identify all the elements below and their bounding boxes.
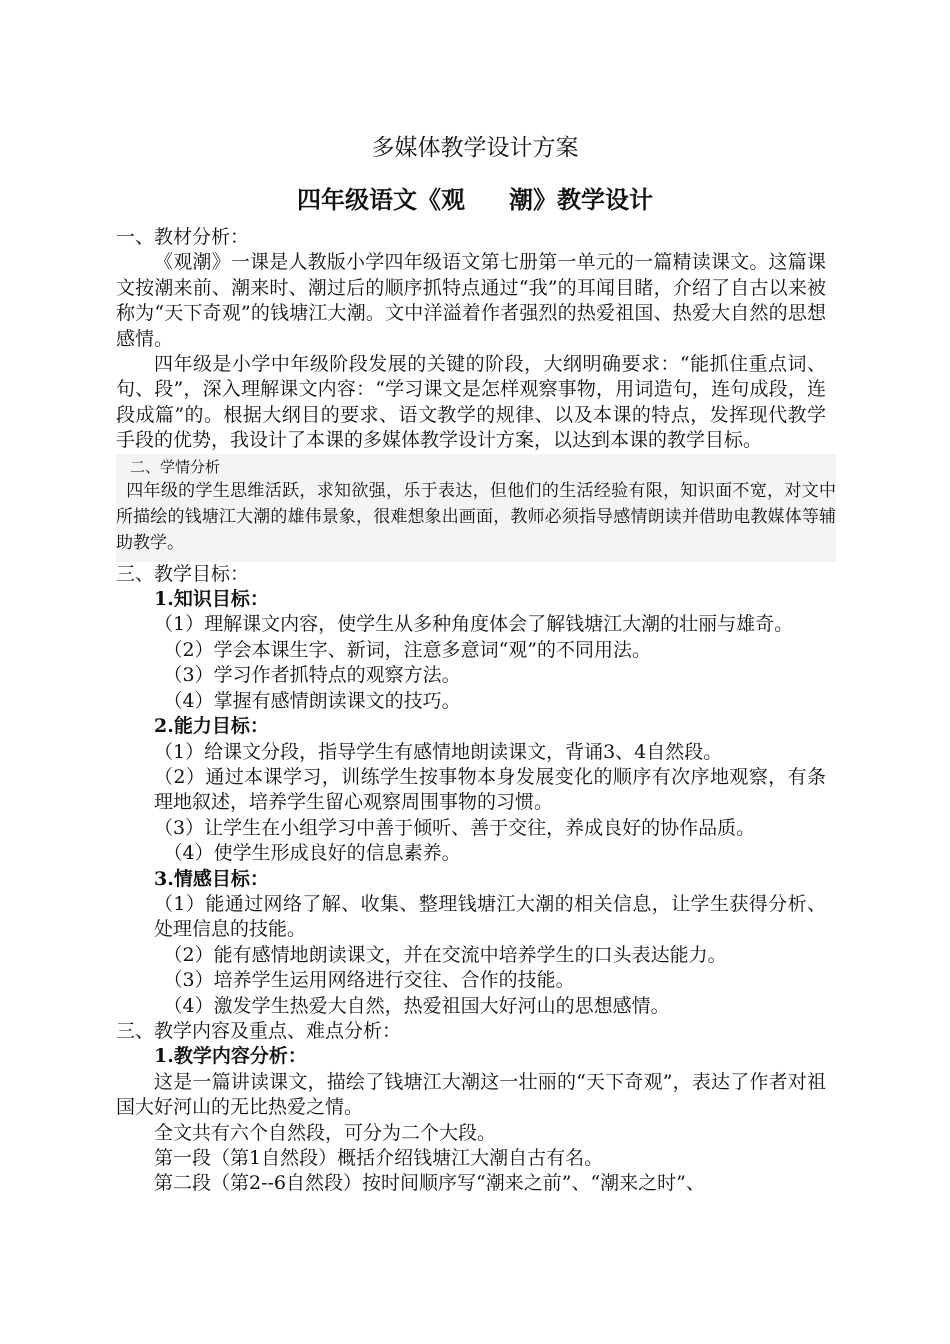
list-item: （2）能有感情地朗读课文，并在交流中培养学生的口头表达能力。 bbox=[163, 943, 727, 966]
list-item: （3）培养学生运用网络进行交往、合作的技能。 bbox=[163, 969, 575, 992]
section-heading-materials: 一、教材分析： bbox=[116, 226, 250, 248]
paragraph: 《观潮》一课是人教版小学四年级语文第七册第一单元的一篇精读课文。这篇课文按潮来前、潮来时、潮过后的顺序抓特点通过“我”的耳闻目睹，介绍了自古以来被称为“天下奇观”的钱塘江大潮。文中洋溢着作者强烈的热爱祖国、热爱大自然的思想感情。 bbox=[116, 251, 826, 350]
list-item: （3）学习作者抓特点的观察方法。 bbox=[163, 664, 461, 687]
subheading-content-analysis: 1.教学内容分析： bbox=[154, 1045, 307, 1068]
section-heading-content: 三、教学内容及重点、难点分析： bbox=[116, 1019, 402, 1042]
lesson-title-left: 四年级语文《观 bbox=[297, 185, 465, 214]
list-item: （3）让学生在小组学习中善于倾听、善于交往，养成良好的协作品质。 bbox=[154, 816, 756, 839]
paragraph: 第一段（第1自然段）概括介绍钱塘江大潮自古有名。 bbox=[154, 1147, 604, 1169]
paragraph: 这是一篇讲读课文，描绘了钱塘江大潮这一壮丽的“天下奇观”，表达了作者对祖国大好河山的无比热爱之情。 bbox=[116, 1070, 826, 1119]
subheading-ability-goals: 2.能力目标： bbox=[154, 715, 269, 738]
subheading-knowledge-goals: 1.知识目标： bbox=[154, 588, 269, 611]
learner-analysis-block bbox=[116, 454, 836, 562]
paragraph: 四年级的学生思维活跃，求知欲强，乐于表达，但他们的生活经验有限，知识面不宽，对文中所描绘的钱塘江大潮的雄伟景象，很难想象出画面，教师必须指导感情朗读并借助电教媒体等辅助教学。 bbox=[116, 480, 836, 553]
subheading-emotion-goals: 3.情感目标： bbox=[154, 867, 269, 890]
list-item: （4）使学生形成良好的信息素养。 bbox=[163, 842, 461, 865]
list-item: （4）掌握有感情朗读课文的技巧。 bbox=[163, 689, 461, 712]
lesson-title bbox=[0, 183, 950, 217]
paragraph: 第二段（第2--6自然段）按时间顺序写“潮来之前”、“潮来之时”、 bbox=[154, 1172, 705, 1195]
list-item: （1）理解课文内容，使学生从多种角度体会了解钱塘江大潮的壮丽与雄奇。 bbox=[154, 613, 794, 636]
list-item: （1）能通过网络了解、收集、整理钱塘江大潮的相关信息，让学生获得分析、处理信息的技能。 bbox=[154, 892, 826, 941]
paragraph: 四年级是小学中年级阶段发展的关键的阶段，大纲明确要求：“能抓住重点词、句、段”，深入理解课文内容：“学习课文是怎样观察事物，用词造句，连句成段，连段成篇”的。根据大纲目的要求、语文教学的规律、以及本课的特点，发挥现代教学手段的优势，我设计了本课的多媒体教学设计方案，以达到本课的教学目标。 bbox=[116, 353, 826, 452]
section-heading-goals: 三、教学目标： bbox=[116, 562, 250, 585]
list-item: （2）学会本课生字、新词，注意多意词“观”的不同用法。 bbox=[163, 638, 652, 661]
list-item: （1）给课文分段，指导学生有感情地朗读课文，背诵3、4自然段。 bbox=[154, 740, 723, 763]
paragraph: 全文共有六个自然段，可分为二个大段。 bbox=[154, 1121, 497, 1144]
list-item: （2）通过本课学习，训练学生按事物本身发展变化的顺序有次序地观察，有条理地叙述，培养学生留心观察周围事物的习惯。 bbox=[154, 765, 826, 814]
section-heading-learner-analysis: 二、学情分析 bbox=[130, 457, 221, 476]
list-item: （4）激发学生热爱大自然，热爱祖国大好河山的思想感情。 bbox=[163, 994, 670, 1017]
document-body bbox=[116, 225, 836, 1197]
document-title: 多媒体教学设计方案 bbox=[371, 135, 579, 161]
lesson-title-right: 潮》教学设计 bbox=[509, 185, 653, 214]
